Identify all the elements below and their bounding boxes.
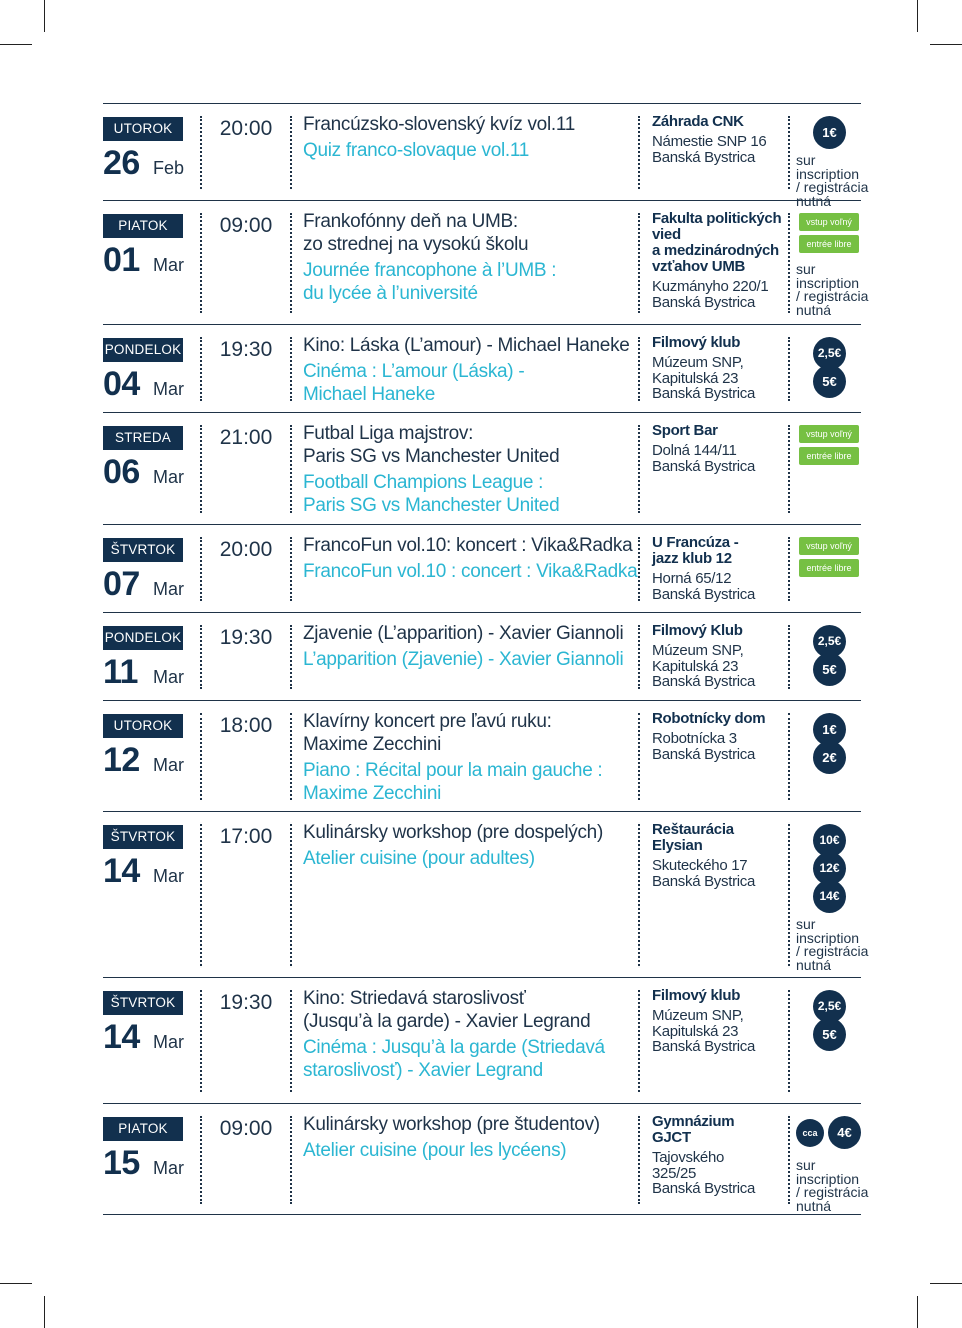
- day-number: 11: [103, 653, 138, 691]
- dotted-separator: [200, 824, 202, 966]
- event-time: 17:00: [219, 825, 273, 848]
- dotted-separator: [638, 990, 640, 1092]
- dotted-separator: [788, 337, 790, 401]
- dotted-separator: [638, 625, 640, 689]
- event-venue: [652, 623, 787, 690]
- registration-note: sur inscription / registrácia nutná: [796, 1157, 869, 1214]
- dotted-separator: [290, 625, 292, 689]
- venue-address: Robotnícka 3 Banská Bystrica: [652, 730, 756, 763]
- month-label: Mar: [153, 579, 184, 599]
- crop-mark: [930, 1283, 962, 1284]
- venue-address: Múzeum SNP, Kapitulská 23 Banská Bystrica: [652, 1007, 756, 1055]
- date-line: [103, 738, 183, 778]
- event-price: [796, 713, 871, 769]
- free-entry-tag: entrée libre: [799, 559, 859, 577]
- venue-address: Tajovského 325/25 Banská Bystrica: [652, 1149, 756, 1197]
- title-french: Piano : Récital pour la main gauche : Maxime Zecchini: [303, 760, 603, 804]
- event-time: 20:00: [219, 538, 273, 561]
- price-coin: 2,5€: [813, 337, 846, 370]
- date-line: [103, 238, 183, 278]
- title-slovak: Frankofónny deň na UMB: zo strednej na vysokú školu: [303, 211, 529, 255]
- month-label: Mar: [153, 1158, 184, 1178]
- price-coin: 14€: [813, 880, 846, 913]
- event-row: [103, 977, 861, 1103]
- title-french: Cinéma : L’amour (Láska) - Michael Haneke: [303, 361, 525, 405]
- event-time: 09:00: [219, 214, 273, 237]
- registration-note: sur inscription / registrácia nutná: [796, 916, 869, 973]
- date-line: [103, 362, 183, 402]
- title-french: FrancoFun vol.10 : concert : Vika&Radka: [303, 561, 638, 582]
- crop-mark: [917, 1296, 918, 1328]
- event-title: [303, 422, 638, 517]
- registration-note: sur inscription / registrácia nutná: [796, 261, 869, 318]
- title-french: L’apparition (Zjavenie) - Xavier Giannoli: [303, 649, 624, 670]
- event-date: [103, 825, 183, 889]
- dotted-separator: [788, 537, 790, 601]
- venue-address: Horná 65/12 Banská Bystrica: [652, 570, 756, 603]
- title-slovak: Futbal Liga majstrov: Paris SG vs Manchester United: [303, 423, 560, 467]
- event-price: [796, 824, 871, 972]
- dotted-separator: [638, 337, 640, 401]
- title-slovak: Kino: Striedavá staroslivosť (Jusqu’à la garde) - Xavier Legrand: [303, 988, 591, 1032]
- month-label: Mar: [153, 379, 184, 399]
- price-coin: 5€: [813, 365, 846, 398]
- free-entry-tag: vstup voľný: [799, 213, 859, 231]
- event-row: [103, 103, 869, 209]
- crop-mark: [917, 0, 918, 32]
- title-french: Atelier cuisine (pour adultes): [303, 848, 535, 869]
- venue-address: Kuzmányho 220/1 Banská Bystrica: [652, 278, 769, 311]
- dotted-separator: [638, 713, 640, 800]
- dotted-separator: [638, 824, 640, 966]
- dotted-separator: [788, 425, 790, 513]
- dotted-separator: [200, 537, 202, 601]
- free-entry-tag: entrée libre: [799, 447, 859, 465]
- price-coin: 2€: [813, 741, 846, 774]
- event-row: [103, 700, 861, 811]
- dotted-separator: [200, 625, 202, 689]
- dotted-separator: [200, 116, 202, 189]
- event-title: [303, 534, 638, 583]
- date-line: [103, 1015, 183, 1055]
- price-coin: 4€: [828, 1116, 861, 1149]
- title-slovak: Kulinársky workshop (pre dospelých): [303, 822, 603, 843]
- event-venue: [652, 335, 787, 402]
- weekday-badge: PONDELOK: [103, 338, 183, 362]
- event-title: [303, 622, 638, 671]
- month-label: Mar: [153, 866, 184, 886]
- title-slovak: Kulinársky workshop (pre študentov): [303, 1114, 600, 1135]
- dotted-separator: [200, 337, 202, 401]
- weekday-badge: PONDELOK: [103, 626, 183, 650]
- price-coin: 5€: [813, 653, 846, 686]
- dotted-separator: [788, 1116, 790, 1204]
- event-time: 09:00: [219, 1117, 273, 1140]
- day-number: 14: [103, 852, 140, 890]
- dotted-separator: [290, 537, 292, 601]
- event-time: 20:00: [219, 117, 273, 140]
- day-number: 12: [103, 741, 140, 779]
- dotted-separator: [788, 116, 790, 189]
- weekday-badge: ŠTVRTOK: [103, 991, 183, 1015]
- dotted-separator: [200, 1116, 202, 1204]
- event-venue: [652, 114, 787, 165]
- crop-mark: [44, 0, 45, 32]
- venue-address: Múzeum SNP, Kapitulská 23 Banská Bystrica: [652, 354, 756, 402]
- dotted-separator: [638, 116, 640, 189]
- event-price: [796, 116, 871, 208]
- venue-address: Dolná 144/11 Banská Bystrica: [652, 442, 756, 475]
- title-slovak: FrancoFun vol.10: koncert : Vika&Radka: [303, 535, 633, 556]
- weekday-badge: STREDA: [103, 426, 183, 450]
- date-line: [103, 562, 183, 602]
- price-approx: [796, 1116, 871, 1149]
- venue-name: Fakulta politických vied a medzinárodných vzťahov UMB: [652, 210, 782, 275]
- venue-name: Záhrada CNK: [652, 113, 744, 130]
- event-price: [796, 625, 871, 681]
- event-time: 18:00: [219, 714, 273, 737]
- title-french: Atelier cuisine (pour les lycéens): [303, 1140, 567, 1161]
- price-coin: 12€: [813, 852, 846, 885]
- dotted-separator: [200, 425, 202, 513]
- dotted-separator: [788, 213, 790, 313]
- event-price: [796, 537, 871, 581]
- venue-name: Filmový klub: [652, 987, 741, 1004]
- event-venue: [652, 711, 787, 762]
- event-price: [796, 337, 871, 393]
- dotted-separator: [290, 425, 292, 513]
- crop-mark: [930, 44, 962, 45]
- event-venue: [652, 535, 787, 602]
- event-date: [103, 214, 183, 278]
- event-venue: [652, 1114, 787, 1197]
- venue-address: Námestie SNP 16 Banská Bystrica: [652, 133, 767, 166]
- event-venue: [652, 822, 787, 889]
- event-date: [103, 117, 183, 181]
- price-coin: 10€: [813, 824, 846, 857]
- dotted-separator: [638, 537, 640, 601]
- dotted-separator: [200, 713, 202, 800]
- weekday-badge: PIATOK: [103, 1117, 183, 1141]
- weekday-badge: UTOROK: [103, 117, 183, 141]
- price-coin: 2,5€: [813, 990, 846, 1023]
- event-price: [796, 990, 871, 1046]
- event-row: [103, 412, 861, 524]
- month-label: Mar: [153, 467, 184, 487]
- event-venue: [652, 423, 787, 474]
- day-number: 14: [103, 1018, 140, 1056]
- dotted-separator: [638, 213, 640, 313]
- event-time: 19:30: [219, 626, 273, 649]
- date-line: [103, 450, 183, 490]
- venue-address: Skuteckého 17 Banská Bystrica: [652, 857, 756, 890]
- dotted-separator: [290, 213, 292, 313]
- event-venue: [652, 988, 787, 1055]
- event-price: [796, 425, 871, 469]
- event-title: [303, 334, 638, 406]
- dotted-separator: [788, 990, 790, 1092]
- month-label: Feb: [153, 158, 185, 178]
- title-slovak: Zjavenie (L’apparition) - Xavier Giannoli: [303, 623, 624, 644]
- title-slovak: Klavírny koncert pre ľavú ruku: Maxime Zecchini: [303, 711, 552, 755]
- event-time: 19:30: [219, 991, 273, 1014]
- month-label: Mar: [153, 667, 184, 687]
- event-title: [303, 987, 638, 1082]
- dotted-separator: [290, 116, 292, 189]
- month-label: Mar: [153, 755, 184, 775]
- crop-mark: [0, 44, 32, 45]
- title-slovak: Francúzsko-slovenský kvíz vol.11: [303, 114, 575, 135]
- dotted-separator: [290, 1116, 292, 1204]
- event-date: [103, 1117, 183, 1181]
- price-coin: 5€: [813, 1018, 846, 1051]
- event-schedule: [103, 103, 869, 1215]
- event-row: [103, 200, 869, 324]
- venue-name: Gymnázium GJCT: [652, 1113, 735, 1146]
- event-time: 21:00: [219, 426, 273, 449]
- crop-mark: [0, 1283, 32, 1284]
- event-date: [103, 338, 183, 402]
- free-entry-tag: entrée libre: [799, 235, 859, 253]
- free-entry-tag: vstup voľný: [799, 537, 859, 555]
- dotted-separator: [200, 990, 202, 1092]
- venue-address: Múzeum SNP, Kapitulská 23 Banská Bystrica: [652, 642, 756, 690]
- day-number: 06: [103, 453, 140, 491]
- weekday-badge: PIATOK: [103, 214, 183, 238]
- event-price: [796, 1116, 871, 1213]
- dotted-separator: [638, 1116, 640, 1204]
- title-french: Quiz franco-slovaque vol.11: [303, 140, 530, 161]
- price-coin: 1€: [813, 713, 846, 746]
- event-row: [103, 1103, 869, 1215]
- day-number: 07: [103, 565, 140, 603]
- event-title: [303, 113, 638, 162]
- event-row: [103, 324, 861, 412]
- free-entry-tag: vstup voľný: [799, 425, 859, 443]
- event-venue: [652, 211, 787, 310]
- date-line: [103, 1141, 183, 1181]
- event-row: [103, 524, 861, 612]
- event-date: [103, 426, 183, 490]
- title-slovak: Kino: Láska (L’amour) - Michael Haneke: [303, 335, 630, 356]
- venue-name: Filmový Klub: [652, 622, 743, 639]
- event-time: 19:30: [219, 338, 273, 361]
- day-number: 04: [103, 365, 140, 403]
- event-row: [103, 612, 861, 700]
- event-date: [103, 714, 183, 778]
- month-label: Mar: [153, 1032, 184, 1052]
- day-number: 26: [103, 144, 140, 182]
- venue-name: U Francúza - jazz klub 12: [652, 534, 739, 567]
- event-date: [103, 991, 183, 1055]
- venue-name: Filmový klub: [652, 334, 741, 351]
- event-title: [303, 821, 638, 870]
- event-row: [103, 811, 869, 977]
- title-french: Cinéma : Jusqu’à la garde (Striedavá staroslivosť) - Xavier Legrand: [303, 1037, 605, 1081]
- date-line: [103, 650, 183, 690]
- day-number: 01: [103, 241, 140, 279]
- weekday-badge: ŠTVRTOK: [103, 825, 183, 849]
- weekday-badge: UTOROK: [103, 714, 183, 738]
- event-title: [303, 210, 638, 305]
- venue-name: Robotnícky dom: [652, 710, 766, 727]
- title-french: Journée francophone à l’UMB : du lycée à l’université: [303, 260, 557, 304]
- date-line: [103, 849, 183, 889]
- venue-name: Reštaurácia Elysian: [652, 821, 734, 854]
- weekday-badge: ŠTVRTOK: [103, 538, 183, 562]
- dotted-separator: [290, 824, 292, 966]
- dotted-separator: [638, 425, 640, 513]
- crop-mark: [44, 1296, 45, 1328]
- event-date: [103, 538, 183, 602]
- dotted-separator: [788, 625, 790, 689]
- dotted-separator: [200, 213, 202, 313]
- dotted-separator: [290, 337, 292, 401]
- dotted-separator: [290, 713, 292, 800]
- price-coin: cca: [796, 1119, 824, 1147]
- dotted-separator: [788, 713, 790, 800]
- title-french: Football Champions League : Paris SG vs Manchester United: [303, 472, 560, 516]
- price-coin: 2,5€: [813, 625, 846, 658]
- dotted-separator: [788, 824, 790, 966]
- month-label: Mar: [153, 255, 184, 275]
- event-date: [103, 626, 183, 690]
- event-title: [303, 710, 638, 805]
- venue-name: Sport Bar: [652, 422, 718, 439]
- event-title: [303, 1113, 638, 1162]
- date-line: [103, 141, 183, 181]
- event-price: [796, 213, 871, 317]
- day-number: 15: [103, 1144, 140, 1182]
- price-coin: 1€: [813, 116, 846, 149]
- registration-note: sur inscription / registrácia nutná: [796, 152, 869, 209]
- dotted-separator: [290, 990, 292, 1092]
